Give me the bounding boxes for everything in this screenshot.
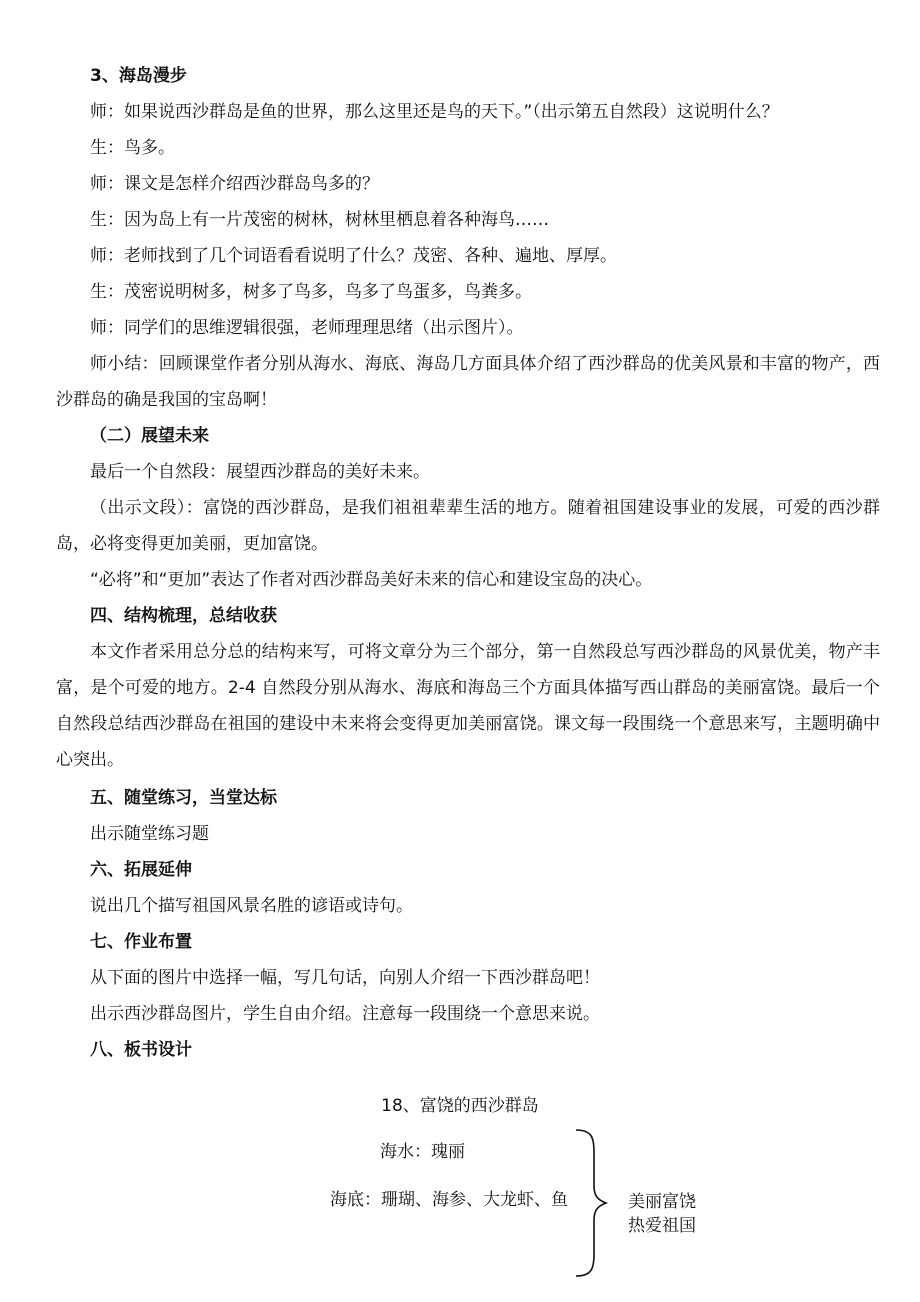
board-title: 18、富饶的西沙群岛 bbox=[381, 1096, 539, 1116]
paragraph-line: 出示随堂练习题 bbox=[90, 824, 209, 844]
paragraph-line: 出示西沙群岛图片，学生自由介绍。注意每一段围绕一个意思来说。 bbox=[90, 1004, 600, 1024]
board-item-sea-water: 海水：瑰丽 bbox=[380, 1142, 465, 1162]
section-heading-6: 六、拓展延伸 bbox=[90, 860, 192, 880]
section-heading-3: 3、海岛漫步 bbox=[90, 66, 187, 86]
paragraph-line: 师：如果说西沙群岛是鱼的世界，那么这里还是鸟的天下。”（出示第五自然段）这说明什么？ bbox=[90, 102, 779, 122]
paragraph-line: 生：茂密说明树多，树多了鸟多，鸟多了鸟蛋多，鸟粪多。 bbox=[90, 282, 532, 302]
summary-paragraph: 师小结：回顾课堂作者分别从海水、海底、海岛几方面具体介绍了西沙群岛的优美风景和丰富的物产，西沙群岛的确是我国的宝岛啊！ bbox=[56, 354, 880, 410]
paragraph-line: 生：鸟多。 bbox=[90, 138, 175, 158]
structure-paragraph: 本文作者采用总分总的结构来写，可将文章分为三个部分，第一自然段总写西沙群岛的风景优美，物产丰富，是个可爱的地方。2-4 自然段分别从海水、海底和海岛三个方面具体描写西山群岛的美丽富饶。最后一个自然段总结西沙群岛在祖国的建设中未来将会变得更加美丽富饶。课文每一段围绕一个意思来写，主题明确中心突出。 bbox=[56, 642, 880, 770]
paragraph-line: 从下面的图片中选择一幅，写几句话，向别人介绍一下西沙群岛吧！ bbox=[90, 968, 600, 988]
section-heading-7: 七、作业布置 bbox=[90, 932, 192, 952]
paragraph-line: 最后一个自然段：展望西沙群岛的美好未来。 bbox=[90, 462, 430, 482]
board-item-seabed: 海底：珊瑚、海参、大龙虾、鱼 bbox=[330, 1190, 568, 1210]
right-brace-icon bbox=[572, 1128, 612, 1278]
section-heading-future: （二）展望未来 bbox=[90, 426, 209, 446]
section-heading-8: 八、板书设计 bbox=[90, 1040, 192, 1060]
paragraph-line: 生：因为岛上有一片茂密的树林，树林里栖息着各种海鸟…… bbox=[90, 210, 549, 230]
paragraph-line: 说出几个描写祖国风景名胜的谚语或诗句。 bbox=[90, 896, 413, 916]
paragraph-line: 师：同学们的思维逻辑很强，老师理理思绪（出示图片）。 bbox=[90, 318, 524, 338]
quote-paragraph: （出示文段）：富饶的西沙群岛，是我们祖祖辈辈生活的地方。随着祖国建设事业的发展，可爱的西沙群岛，必将变得更加美丽，更加富饶。 bbox=[56, 498, 880, 554]
paragraph-line: 师：课文是怎样介绍西沙群岛鸟多的？ bbox=[90, 174, 379, 194]
board-result-love-country: 热爱祖国 bbox=[628, 1216, 696, 1236]
paragraph-line: “必将”和“更加”表达了作者对西沙群岛美好未来的信心和建设宝岛的决心。 bbox=[90, 570, 653, 590]
paragraph-line: 师：老师找到了几个词语看看说明了什么？茂密、各种、遍地、厚厚。 bbox=[90, 246, 617, 266]
section-heading-4: 四、结构梳理，总结收获 bbox=[90, 606, 277, 626]
section-heading-5: 五、随堂练习，当堂达标 bbox=[90, 788, 277, 808]
board-result-beautiful: 美丽富饶 bbox=[628, 1192, 696, 1212]
